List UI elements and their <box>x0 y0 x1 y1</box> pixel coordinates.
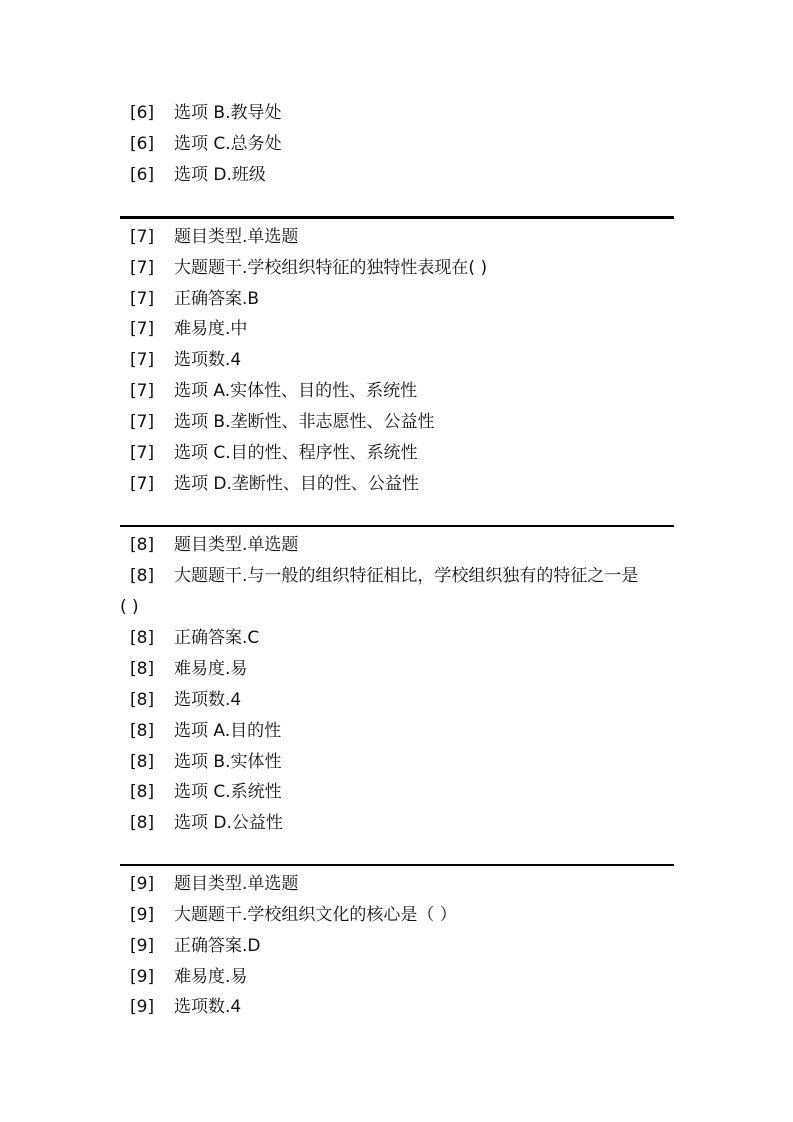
question-number: [7] <box>130 412 155 432</box>
question-number: [7] <box>130 474 155 494</box>
question-number: [7] <box>130 227 155 247</box>
q8-stem-continuation: ( ) <box>120 597 139 617</box>
question-number: [7] <box>130 258 155 278</box>
question-stem: 大题题干.学校组织文化的核心是（ ） <box>174 905 457 925</box>
question-number: [8] <box>130 690 155 710</box>
option-text: 选项 C.系统性 <box>174 782 282 802</box>
question-number: [9] <box>130 905 155 925</box>
question-number: [8] <box>130 628 155 648</box>
option-count: 选项数.4 <box>174 997 242 1017</box>
question-number: [7] <box>130 319 155 339</box>
difficulty: 难易度.易 <box>174 967 248 987</box>
question-number: [8] <box>130 659 155 679</box>
correct-answer: 正确答案.C <box>174 628 260 648</box>
difficulty: 难易度.中 <box>174 319 248 339</box>
option-text: 选项 D.垄断性、目的性、公益性 <box>174 474 419 494</box>
question-type: 题目类型.单选题 <box>174 227 299 247</box>
question-number: [8] <box>130 813 155 833</box>
question-number: [8] <box>130 535 155 555</box>
question-stem: 大题题干.学校组织特征的独特性表现在( ) <box>174 258 488 278</box>
question-number: [8] <box>130 752 155 772</box>
option-text: 选项 B.垄断性、非志愿性、公益性 <box>174 412 435 432</box>
question-stem: 大题题干.与一般的组织特征相比，学校组织独有的特征之一是 <box>174 566 639 586</box>
question-type: 题目类型.单选题 <box>174 874 299 894</box>
question-number: [7] <box>130 289 155 309</box>
option-text: 选项 B.教导处 <box>174 103 282 123</box>
option-text: 选项 C.总务处 <box>174 134 282 154</box>
question-number: [9] <box>130 874 155 894</box>
option-text: 选项 D.公益性 <box>174 813 283 833</box>
question-number: [8] <box>130 782 155 802</box>
question-type: 题目类型.单选题 <box>174 535 299 555</box>
question-number: [9] <box>130 936 155 956</box>
difficulty: 难易度.易 <box>174 659 248 679</box>
question-number: [9] <box>130 997 155 1017</box>
question-number: [8] <box>130 721 155 741</box>
option-count: 选项数.4 <box>174 350 242 370</box>
question-number: [6] <box>130 103 155 123</box>
question-number: [7] <box>130 381 155 401</box>
separator-rule <box>120 864 674 866</box>
question-number: [8] <box>130 566 155 586</box>
option-text: 选项 C.目的性、程序性、系统性 <box>174 443 418 463</box>
separator-rule <box>120 525 674 527</box>
option-count: 选项数.4 <box>174 690 242 710</box>
option-text: 选项 D.班级 <box>174 165 266 185</box>
question-number: [7] <box>130 350 155 370</box>
correct-answer: 正确答案.D <box>174 936 261 956</box>
separator-rule <box>120 216 674 219</box>
option-text: 选项 B.实体性 <box>174 752 282 772</box>
option-text: 选项 A.目的性 <box>174 721 282 741</box>
question-number: [7] <box>130 443 155 463</box>
question-number: [6] <box>130 134 155 154</box>
correct-answer: 正确答案.B <box>174 289 260 309</box>
question-number: [9] <box>130 967 155 987</box>
option-text: 选项 A.实体性、目的性、系统性 <box>174 381 418 401</box>
question-number: [6] <box>130 165 155 185</box>
